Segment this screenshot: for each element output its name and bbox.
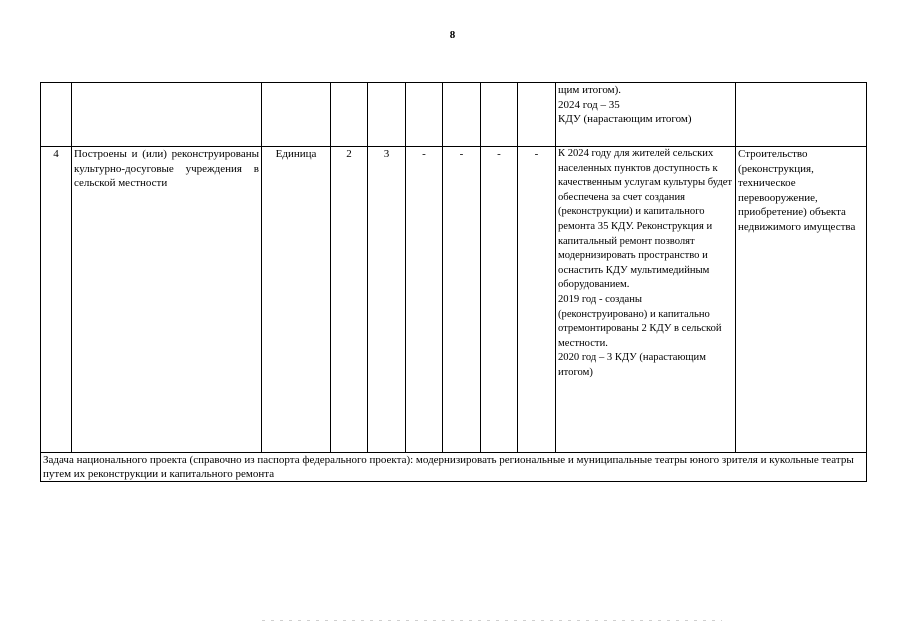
cell-empty [368, 83, 406, 147]
cell-empty [72, 83, 262, 147]
value-cell-4: - [443, 147, 481, 453]
table-row-continued [41, 83, 867, 147]
value-cell-3: - [406, 147, 443, 453]
value-cell-6: - [518, 147, 556, 453]
national-project-task: Задача национального проекта (справочно из паспорта федерального проекта): модернизировать региональные и муниципальные театры юного зрителя и кукольные театры путем их реконструкции и капитального ремонта [41, 453, 867, 482]
scan-artifact [262, 620, 722, 621]
cell-empty [262, 83, 331, 147]
cell-empty [331, 83, 368, 147]
cell-description-continued: щим итогом). 2024 год – 35 КДУ (нарастающим итогом) [556, 83, 736, 147]
cell-empty [481, 83, 518, 147]
indicators-table [40, 82, 867, 482]
unit-cell: Единица [262, 147, 331, 453]
cell-empty [406, 83, 443, 147]
cell-empty [736, 83, 867, 147]
cell-empty [41, 83, 72, 147]
description-cell: К 2024 году для жителей сельских населенных пунктов доступность к качественным услугам культуры будет обеспечена за счет создания (реконструкции) и капитального ремонта 35 КДУ. Реконструкция и капитальный ремонт позволят модернизировать пространство и оснастить КДУ мультимедийным оборудованием. 2019 год - созданы (реконструировано) и капитально отремонтированы 2 КДУ в сельской местности. 2020 год – 3 КДУ (нарастающим итогом) [556, 147, 736, 453]
value-cell-1: 2 [331, 147, 368, 453]
value-cell-5: - [481, 147, 518, 453]
page-number: 8 [449, 29, 456, 41]
cell-empty [518, 83, 556, 147]
row-number: 4 [41, 147, 72, 453]
table-row-4 [41, 147, 867, 453]
type-cell: Строительство (реконструкция, техническое перевооружение, приобретение) объекта недвижимого имущества [736, 147, 867, 453]
indicator-name: Построены и (или) реконструированы культурно-досуговые учреждения в сельской местности [72, 147, 262, 453]
cell-empty [443, 83, 481, 147]
value-cell-2: 3 [368, 147, 406, 453]
task-row [41, 453, 867, 482]
